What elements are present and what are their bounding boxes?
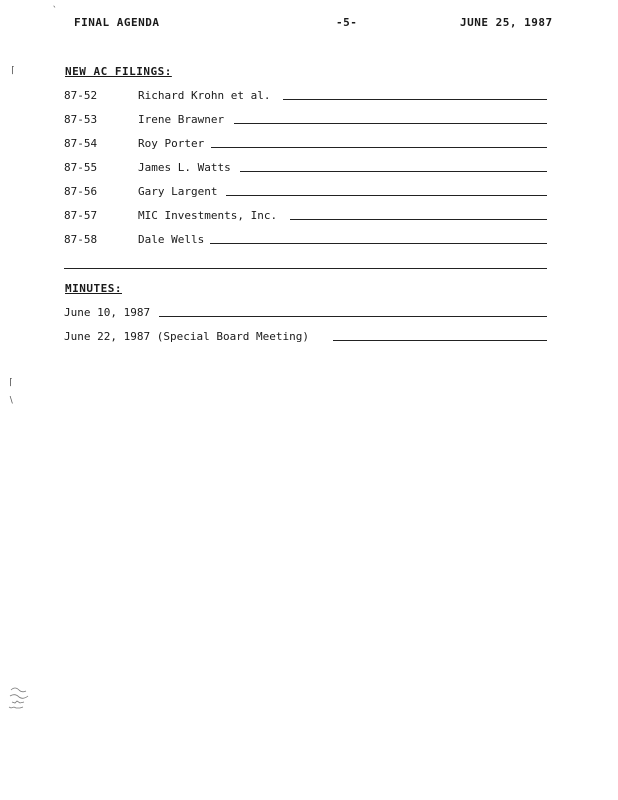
new-ac-filings-heading: NEW AC FILINGS: [65,65,172,78]
blank-line [159,316,547,317]
minutes-label: June 10, 1987 [64,306,151,319]
filing-name: Roy Porter [138,137,205,150]
blank-line [226,195,547,196]
filing-number: 87-58 [64,233,98,246]
scan-speck: ∖ [8,396,14,406]
blank-line [283,99,547,100]
scan-speck: ` [52,6,58,16]
blank-line [333,340,547,341]
filing-number: 87-57 [64,209,98,222]
filing-name: Richard Krohn et al. [138,89,271,102]
filing-number: 87-56 [64,185,98,198]
filing-name: MIC Investments, Inc. [138,209,278,222]
section-divider [64,268,547,269]
filing-name: Gary Largent [138,185,218,198]
scan-speck: ⌈ [8,378,14,388]
header-date: JUNE 25, 1987 [460,16,553,29]
filing-number: 87-52 [64,89,98,102]
blank-line [234,123,547,124]
filing-row [0,137,618,151]
filing-row [0,209,618,223]
filing-row [0,161,618,175]
filing-row [0,233,618,247]
filing-row [0,89,618,103]
scan-speck: ⌈ [10,66,16,76]
blank-line [210,243,547,244]
blank-line [290,219,547,220]
filing-name: Irene Brawner [138,113,225,126]
minutes-row [0,330,618,344]
scan-noise-mark [6,684,32,712]
blank-line [240,171,547,172]
filing-row [0,185,618,199]
header-title: FINAL AGENDA [74,16,160,29]
filing-number: 87-54 [64,137,98,150]
blank-line [211,147,547,148]
minutes-heading: MINUTES: [65,282,122,295]
minutes-row [0,306,618,320]
page-number: -5- [336,16,358,29]
filing-row [0,113,618,127]
filing-number: 87-55 [64,161,98,174]
filing-name: James L. Watts [138,161,231,174]
filing-number: 87-53 [64,113,98,126]
filing-name: Dale Wells [138,233,205,246]
minutes-label: June 22, 1987 (Special Board Meeting) [64,330,310,343]
